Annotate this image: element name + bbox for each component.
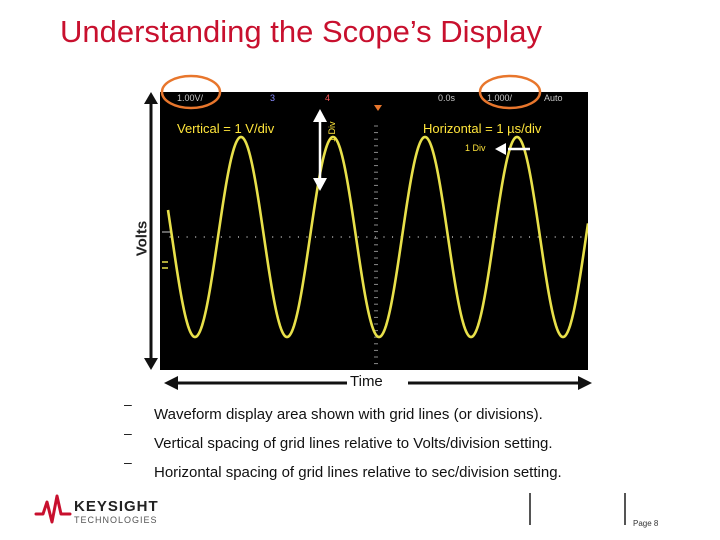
time-axis-label: Time [350,373,383,390]
trigger-mode-readout: Auto [544,93,563,103]
ground-marker-icon [162,262,168,268]
sine-waveform [168,137,588,337]
bullet-text: Vertical spacing of grid lines relative to Volts/division setting. [154,435,553,452]
graticule-center-axis [374,126,378,364]
one-div-horizontal-label: 1 Div [465,143,486,153]
bullet-text: Waveform display area shown with grid lines (or divisions). [154,406,543,423]
keysight-logo-icon [34,492,72,526]
delay-readout: 0.0s [438,93,456,103]
bullet-marker: – [124,425,132,441]
vertical-scale-annotation: Vertical = 1 V/div [177,121,275,136]
timebase-readout: 1.000/ [487,93,513,103]
footer-divider [624,493,626,525]
page-number: Page 8 [633,519,659,528]
slide-title: Understanding the Scope’s Display [60,14,542,49]
ch1-scale-readout: 1.00V/ [177,93,204,103]
bullet-marker: – [124,396,132,412]
scope-screen [160,92,588,370]
ch3-indicator: 3 [270,93,276,103]
bullet-marker: – [124,454,132,470]
one-div-vertical-label: 1 Div [327,121,337,142]
ch4-indicator: 4 [325,93,331,103]
logo-tagline: TECHNOLOGIES [74,515,158,525]
volts-axis-label: Volts [133,220,151,257]
horizontal-scale-annotation: Horizontal = 1 µs/div [423,121,542,136]
scope-status-bar [160,92,588,106]
footer-divider [529,493,531,525]
logo-wordmark: KEYSIGHT [74,498,159,515]
bullet-text: Horizontal spacing of grid lines relative to sec/division setting. [154,464,562,481]
